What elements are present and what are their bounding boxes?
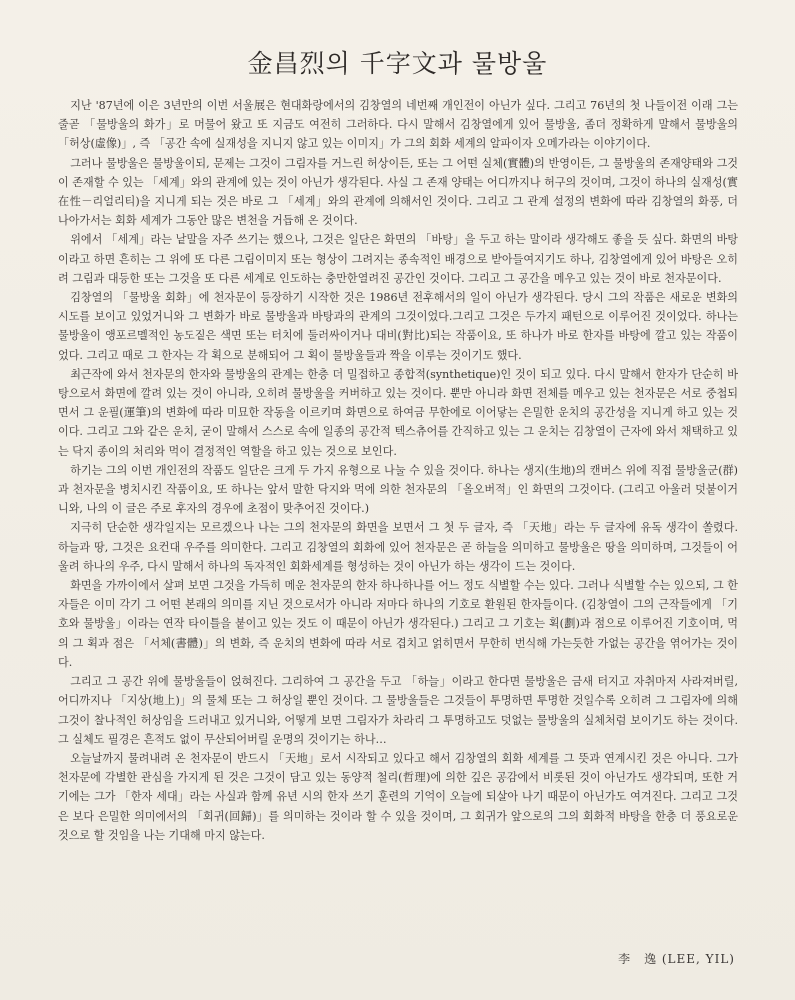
- paragraph: 지극히 단순한 생각일지는 모르겠으나 나는 그의 천자문의 화면을 보면서 그 첫 두 글자, 즉 「天地」라는 두 글자에 유독 생각이 쏠렸다. 하늘과 땅, 그것은 요컨대 우주를 의미한다. 그리고 김창열의 회화에 있어 천자문은 곧 하늘을 의미하고 물방울은 땅을 의미하며, 그것들이 어울려 하나의 우주, 다시 말해서 하나의 독자적인 회화세계를 형성하는 것이 아닌가 하는 생각이 드는 것이다.: [58, 521, 738, 573]
- paragraph: 김창열의 「물방울 회화」에 천자문이 등장하기 시작한 것은 1986년 전후해서의 일이 아닌가 생각된다. 당시 그의 작품은 새로운 변화의 시도를 보이고 있었거니와 그 변화가 바로 물방울과 바탕과의 관계의 그것이었다.그리고 그것은 두가지 패턴으로 이루어진 것이었다. 하나는 물방울이 앵포르멜적인 농도짙은 색면 또는 터치에 둘러싸이거나 대비(對比)되는 작품이요, 또 하나가 바로 한자를 바탕에 깔고 있는 작품이었다. 그리고 때로 그 한자는 각 획으로 분해되어 그 획이 물방울들과 짝을 이루는 것이기도 했다.: [58, 291, 738, 362]
- paragraph: 화면을 가까이에서 살펴 보면 그것을 가득히 메운 천자문의 한자 하나하나를 어느 정도 식별할 수는 있다. 그러나 식별할 수는 있으되, 그 한자들은 이미 각기 그 어떤 본래의 의미를 지닌 것으로서가 아니라 저마다 하나의 기호로 환원된 한자들이다. (김창열이 그의 근작들에게 「기호와 물방울」이라는 연작 타이틀을 붙이고 있는 것도 이 때문이 아닌가 생각된다.) 그리고 그 기호는 획(劃)과 점으로 이루어진 기호이며, 먹의 그 획과 점은 「서체(書體)」의 변화, 즉 운치의 변화에 따라 서로 겹치고 얽히면서 무한히 번식해 가는듯한 가없는 공간을 엮어가는 것이다.: [58, 579, 738, 669]
- paragraph: 그러나 물방울은 물방울이되, 문제는 그것이 그림자를 거느린 허상이든, 또는 그 어떤 실체(實體)의 반영이든, 그 물방울의 존재양태와 그것이 존재할 수 있는 「세계」와의 관계에 있는 것이 아닌가 생각된다. 사실 그 존재 양태는 어디까지나 허구의 것이며, 그것이 하나의 실재성(實在性－리얼리티)을 지니게 되는 것은 바로 그 「세계」와의 관계에 의해서인 것이다. 그리고 그 관계 설정의 변화에 따라 김창열의 화풍, 더 나아가서는 회화 세계가 그동안 많은 변천을 거듭해 온 것이다.: [58, 156, 738, 228]
- paragraph: 오늘날까지 물려내려 온 천자문이 반드시 「天地」로서 시작되고 있다고 해서 김창열의 회화 세계를 그 뜻과 연계시킨 것은 아니다. 그가 천자문에 각별한 관심을 가지게 된 것은 그것이 담고 있는 동양적 철리(哲理)에 의한 깊은 공감에서 비롯된 것이 아닌가도 생각되며, 또한 거기에는 그가 「한자 세대」라는 사실과 함께 유년 시의 한자 쓰기 훈련의 기억이 오늘에 되살아 나기 때문이 아닌가도 여겨진다. 그리고 그것은 보다 은밀한 의미에서의 「회귀(回歸)」를 의미하는 것이라 할 수 있을 것이며, 그 회귀가 앞으로의 그의 회화적 바탕을 한층 더 풍요로운 것으로 할 것임을 나는 기대해 마지 않는다.: [58, 751, 738, 842]
- paragraph: 위에서 「세계」라는 낱말을 자주 쓰기는 했으나, 그것은 일단은 화면의 「바탕」을 두고 하는 말이라 생각해도 좋을 듯 싶다. 화면의 바탕이라고 하면 흔히는 그 위에 또 다른 그림이미지 또는 형상이 그려지는 종속적인 배경으로 받아들여지기도 하나, 김창열에게 있어 바탕은 오히려 그림과 대등한 또는 그것을 또 다른 세계로 인도하는 충만한열려진 공간인 것이다. 그리고 그 공간을 메우고 있는 것이 바로 천자문이다.: [58, 233, 738, 285]
- author-signature: 李 逸 (LEE, YIL): [618, 952, 735, 966]
- paragraph: 최근작에 와서 천자문의 한자와 물방울의 관계는 한층 더 밀접하고 종합적(synthetique)인 것이 되고 있다. 다시 말해서 한자가 단순히 바탕으로서 화면에 깔려 있는 것이 아니라, 오히려 물방울을 커버하고 있는 것이다. 뿐만 아니라 화면 전체를 메우고 있는 천자문은 서로 중첩되면서 그 운필(運筆)의 변화에 따라 미묘한 작동을 이르키며 화면으로 하여금 무한에로 이어닿는 은밀한 운치의 공간성을 지니게 하고 있는 것이다. 그리고 그와 같은 운치, 굳이 말해서 스스로 속에 일종의 공간적 텍스츄어를 간직하고 있는 그 운치는 김창열이 근자에 와서 채택하고 있는 닥지 종이의 처리와 먹이 결정적인 역할을 하고 있는 것으로 보인다.: [58, 367, 738, 458]
- paragraph: 그리고 그 공간 위에 물방울들이 얹혀진다. 그리하여 그 공간을 두고 「하늘」이라고 한다면 물방울은 금새 터지고 자취마저 사라져버릴, 어디까지나 「지상(地上)」의 물체 또는 그 허상일 뿐인 것이다. 그 물방울들은 그것들이 투명하면 투명한 것일수록 오히려 그 그림자에 의해 그것이 찰나적인 허상임을 드러내고 있거니와, 어떻게 보면 그림자가 차라리 그 투명하고도 덧없는 물방울의 실체처럼 보이기도 하는 것이다. 그 실체도 필경은 흔적도 없이 무산되어버릴 운명의 것이기는 하나…: [58, 675, 738, 746]
- page-title: 金昌烈의 千字文과 물방울: [247, 49, 548, 78]
- essay-body: [58, 96, 738, 845]
- paragraph: 하기는 그의 이번 개인전의 작품도 일단은 크게 두 가지 유형으로 나눌 수 있을 것이다. 하나는 생지(生地)의 캔버스 위에 직접 물방울군(群)과 천자문을 병치시킨 작품이요, 또 하나는 앞서 말한 닥지와 먹에 의한 천자문의 「올오버적」인 화면의 그것이다. (그리고 아울러 덧붙이거니와, 나의 이 글은 주로 후자의 경우에 초점이 맞추어진 것이다.): [58, 463, 738, 516]
- paragraph: 지난 '87년에 이은 3년만의 이번 서울展은 현대화랑에서의 김창열의 네번째 개인전이 아닌가 싶다. 그리고 76년의 첫 나들이전 이래 그는 줄곧 「물방울의 화가」로 머물어 왔고 또 지금도 여전히 그러하다. 다시 말해서 김창열에게 있어 물방울, 좀더 정확하게 말해서 물방울의 「허상(虛像)」, 즉 「공간 속에 실재성을 지니지 않고 있는 이미지」가 그의 회화 세계의 알파이자 오메가라는 이야기이다.: [58, 99, 739, 151]
